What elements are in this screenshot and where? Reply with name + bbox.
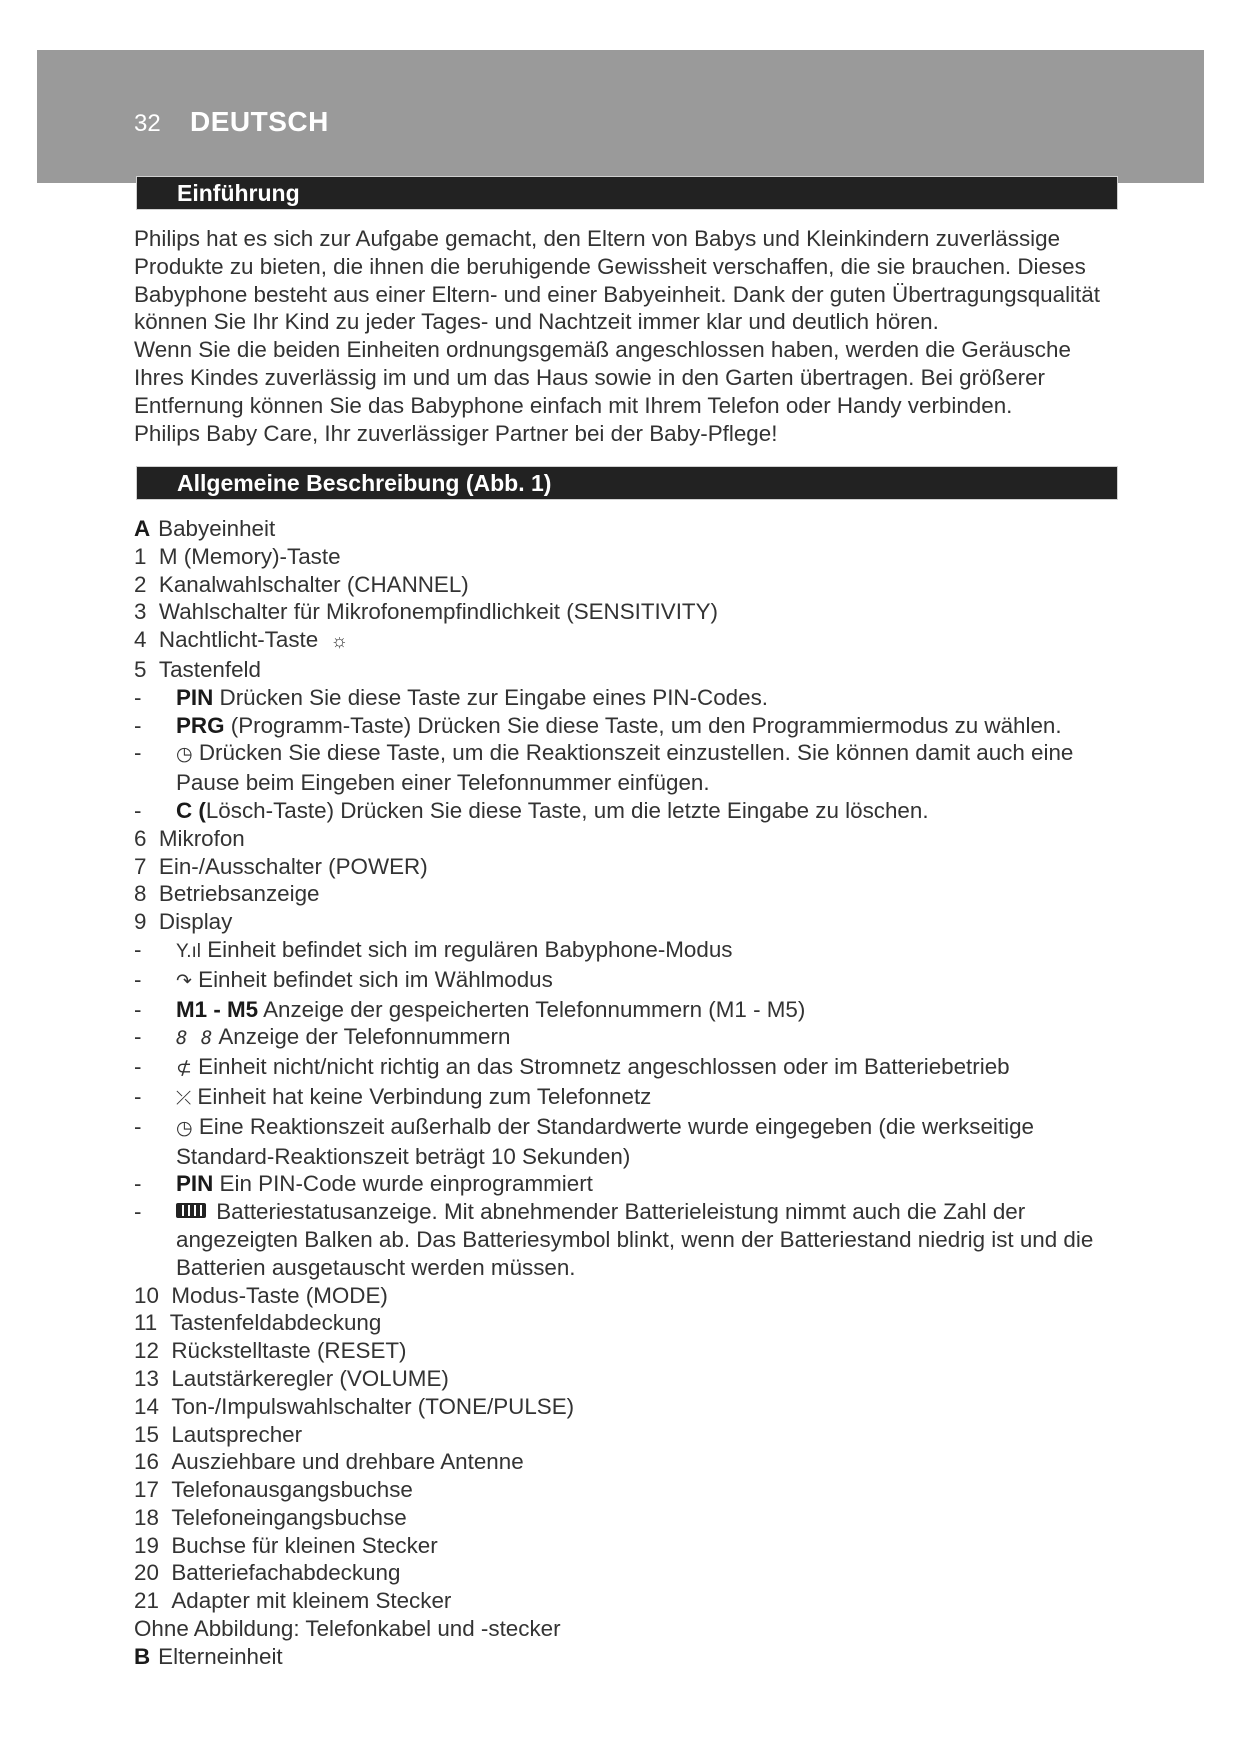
item-number: 11 [134,1310,158,1336]
item-number: 14 [134,1393,159,1419]
list-item [134,598,1134,626]
sub-item-text: Drücken Sie diese Taste, um die Reaktionszeit einzustellen. Sie können damit auch eine Pause beim Eingeben einer Telefonnummer einfügen. [176,740,1074,796]
item-text: Ein-/Ausschalter (POWER) [158,853,428,879]
sub-item-text: Anzeige der gespeicherten Telefonnummern (M1 - M5) [258,996,806,1022]
item-number: 4 [134,627,147,653]
list-item [134,880,1134,908]
item-text: Buchse für kleinen Stecker [171,1532,438,1558]
sub-item [134,1023,1134,1053]
dash: - [134,996,142,1022]
dash: - [134,712,142,738]
battery-icon [176,1203,206,1218]
page-number: 32 [134,110,161,137]
item-number: 5 [134,656,147,682]
item-number: 1 [134,543,147,569]
dash: - [134,966,142,992]
list-item [134,656,1134,684]
dash: - [134,1024,142,1050]
item-text: Modus-Taste (MODE) [171,1282,388,1308]
list-item [134,1532,1134,1560]
sub-item-text: Einheit hat keine Verbindung zum Telefonnetz [191,1083,652,1109]
item-text: Lautstärkeregler (VOLUME) [171,1365,449,1391]
dash: - [134,1054,142,1080]
item-text: Display [158,909,233,935]
intro-text [134,225,1124,447]
sub-item-text: Einheit nicht/nicht richtig an das Stromnetz angeschlossen oder im Batteriebetrieb [191,1054,1010,1080]
list-item [134,853,1134,881]
item-number: 7 [134,853,147,879]
symbol-icon: ⤫ [176,1087,192,1109]
list-item [134,1476,1134,1504]
item-number: 13 [134,1365,159,1391]
sub-item-text: Drücken Sie diese Taste zur Eingabe eines PIN-Codes. [213,684,768,710]
sub-item [134,684,1134,712]
item-number: 15 [134,1421,159,1447]
digits-icon: 8 8 [176,1027,214,1050]
item-number: 18 [134,1504,159,1530]
item-text: Mikrofon [158,825,245,851]
item-text: Telefonausgangsbuchse [171,1477,413,1503]
sub-item-text: Anzeige der Telefonnummern [213,1024,511,1050]
item-text: Telefoneingangsbuchse [171,1504,407,1530]
symbol-icon: ⊄ [176,1058,192,1080]
item-number: 8 [134,881,147,907]
sub-item [134,996,1134,1024]
symbol-icon: Y.ıl [176,940,202,962]
list-item [134,908,1134,936]
sub-item [134,1083,1134,1113]
item-number: 20 [134,1560,159,1586]
sub-item-text: Eine Reaktionszeit außerhalb der Standardwerte wurde eingegeben (die werkseitige Standard-Reaktionszeit beträgt 10 Sekunden) [176,1113,1034,1169]
unit-b [134,1643,1134,1671]
item-text: Ausziehbare und drehbare Antenne [171,1449,524,1475]
item-text: Adapter mit kleinem Stecker [171,1588,452,1614]
key-label: PIN [176,1171,214,1197]
item-text: Batteriefachabdeckung [171,1560,401,1586]
item-text: Wahlschalter für Mikrofonempfindlichkeit (SENSITIVITY) [158,599,719,625]
dash: - [134,1171,142,1197]
item-text: Kanalwahlschalter (CHANNEL) [158,571,469,597]
dash: - [134,1083,142,1109]
item-number: 16 [134,1449,159,1475]
unit-a [134,515,1134,543]
item-number: 6 [134,825,147,851]
list-item [134,1587,1134,1615]
section-bar-intro [136,176,1118,210]
sub-item-text: Lösch-Taste) Drücken Sie diese Taste, um die letzte Eingabe zu löschen. [205,797,929,823]
dash: - [134,684,142,710]
sub-item-text: Einheit befindet sich im Wählmodus [191,966,553,992]
key-label: PIN [176,684,214,710]
key-label: PRG [176,712,225,738]
item-number: 9 [134,909,147,935]
item-text: Tastenfeld [158,656,261,682]
item-number: 3 [134,599,147,625]
list-item [134,1421,1134,1449]
item-number: 17 [134,1477,159,1503]
list-item [134,543,1134,571]
description-list [134,515,1134,1671]
unit-label: Elterneinheit [158,1643,283,1669]
dash: - [134,936,142,962]
item-text: Rückstelltaste (RESET) [171,1338,407,1364]
intro-paragraph: Wenn Sie die beiden Einheiten ordnungsgemäß angeschlossen haben, werden die Geräusche Ihres Kindes zuverlässig im und um das Haus sowie in den Garten übertragen. Bei größerer Entfernung können Sie das Babyphone einfach mit Ihrem Telefon oder Handy verbinden. [134,337,1071,418]
section-title-intro: Einführung [177,180,300,206]
list-item [134,571,1134,599]
sub-item [134,1113,1134,1171]
item-number: 2 [134,571,147,597]
item-text: Lautsprecher [171,1421,303,1447]
list-item [134,825,1134,853]
list-item [134,1282,1134,1310]
key-label: M1 - M5 [176,996,259,1022]
unit-letter: A [134,516,151,541]
sub-item-text: Einheit befindet sich im regulären Babyphone-Modus [201,936,733,962]
language-heading: DEUTSCH [190,106,329,137]
sub-item [134,739,1134,797]
intro-paragraph: Philips hat es sich zur Aufgabe gemacht, den Eltern von Babys und Kleinkindern zuverlässige Produkte zu bieten, die ihnen die beruhigende Gewissheit verschaffen, die sie brauchen. Dieses Babyphone besteht aus einer Eltern- und einer Babyeinheit. Dank der guten Übertragungsqualität können Sie Ihr Kind zu jeder Tages- und Nachtzeit immer klar und deutlich hören. [134,226,1100,335]
dash: - [134,1199,142,1225]
intro-paragraph: Philips Baby Care, Ihr zuverlässiger Partner bei der Baby-Pflege! [134,420,778,446]
item-text: Ton-/Impulswahlschalter (TONE/PULSE) [171,1393,575,1419]
sub-item [134,1053,1134,1083]
item-text: Nachtlicht-Taste [158,627,319,653]
nightlight-icon: ☼ [330,631,349,653]
sub-item-text: Ein PIN-Code wurde einprogrammiert [213,1171,593,1197]
item-number: 21 [134,1588,159,1614]
list-item [134,1365,1134,1393]
list-item [134,1337,1134,1365]
unit-label: Babyeinheit [158,516,276,541]
item-number: 12 [134,1338,159,1364]
key-label: C ( [176,797,206,823]
item-text: Tastenfeldabdeckung [169,1310,382,1336]
list-item [134,1393,1134,1421]
sub-item [134,966,1134,996]
item-number: 19 [134,1532,159,1558]
sub-item [134,797,1134,825]
symbol-icon: ◷ [176,744,193,766]
unit-letter: B [134,1643,151,1669]
list-item [134,1309,1134,1337]
dash: - [134,740,142,766]
sub-item [134,1198,1134,1281]
item-number: 10 [134,1282,159,1308]
item-text: Betriebsanzeige [158,881,320,907]
list-item [134,1448,1134,1476]
sub-item-text: Batteriestatusanzeige. Mit abnehmender Batterieleistung nimmt auch die Zahl der angezeigten Balken ab. Das Batteriesymbol blinkt, wenn der Batteriestand niedrig ist und die Batterien ausgetauscht werden müssen. [176,1199,1094,1280]
list-item [134,1504,1134,1532]
sub-item [134,1170,1134,1198]
list-item [134,1559,1134,1587]
symbol-icon: ◷ [176,1117,193,1139]
dash: - [134,1113,142,1139]
sub-item [134,712,1134,740]
item-text: M (Memory)-Taste [158,543,341,569]
sub-item-text: (Programm-Taste) Drücken Sie diese Taste, um den Programmiermodus zu wählen. [224,712,1062,738]
sub-item [134,936,1134,966]
not-shown-note: Ohne Abbildung: Telefonkabel und -stecker [134,1616,561,1642]
list-item [134,626,1134,656]
symbol-icon: ↷ [176,970,192,992]
section-bar-description [136,466,1118,500]
section-title-description: Allgemeine Beschreibung (Abb. 1) [177,470,552,496]
dash: - [134,797,142,823]
